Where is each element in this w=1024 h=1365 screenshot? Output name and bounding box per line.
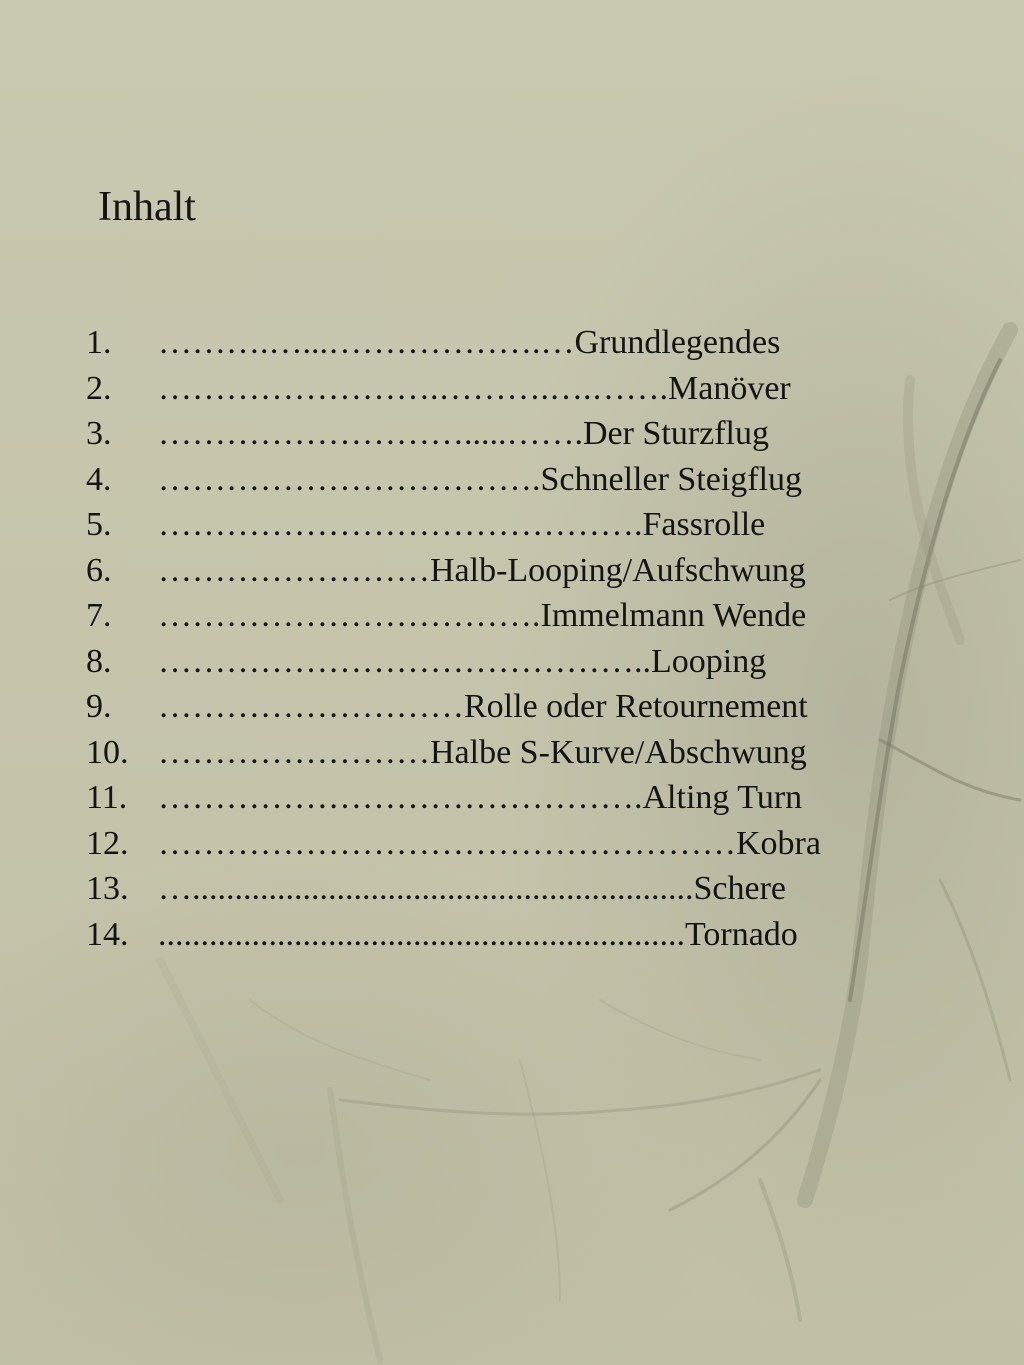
toc-entry xyxy=(86,821,886,867)
toc-entry xyxy=(86,912,886,958)
toc-number: 7. xyxy=(86,597,112,634)
toc-entry xyxy=(86,593,886,639)
table-of-contents xyxy=(86,320,886,957)
toc-number: 3. xyxy=(86,415,112,452)
toc-entry xyxy=(86,639,886,685)
toc-entry xyxy=(86,320,886,366)
toc-entry-text: …………………………….Schneller Steigflug xyxy=(158,460,803,498)
toc-entry xyxy=(86,684,886,730)
toc-number: 5. xyxy=(86,506,112,543)
toc-entry-text: ……………………Halb-Looping/Aufschwung xyxy=(158,551,806,589)
toc-entry xyxy=(86,366,886,412)
toc-number: 2. xyxy=(86,369,112,407)
toc-number: 6. xyxy=(86,551,112,589)
toc-number: 1. xyxy=(86,324,112,361)
toc-number: 9. xyxy=(86,688,112,725)
toc-entry-text: …………………………………….Alting Turn xyxy=(158,779,803,816)
toc-number: 12. xyxy=(86,824,129,862)
toc-number: 13. xyxy=(86,870,129,907)
toc-entry xyxy=(86,866,886,912)
toc-entry-text: ……………………………………………Kobra xyxy=(158,824,821,862)
toc-entry xyxy=(86,730,886,776)
toc-entry-text: …...........................................................Schere xyxy=(158,870,787,907)
toc-number: 14. xyxy=(86,915,129,953)
toc-entry xyxy=(86,548,886,594)
toc-entry-text: ..............................................................Tornado xyxy=(158,915,798,953)
toc-entry-text: ………………………Rolle oder Retournement xyxy=(158,688,808,725)
toc-number: 10. xyxy=(86,733,129,771)
toc-entry-text: ……………………Halbe S-Kurve/Abschwung xyxy=(158,733,807,771)
toc-entry-text: …………………………………….Fassrolle xyxy=(158,506,766,543)
toc-entry xyxy=(86,457,886,503)
toc-entry xyxy=(86,411,886,457)
toc-entry-text: …………………….……….….…….Manöver xyxy=(158,369,791,407)
toc-number: 8. xyxy=(86,642,112,680)
toc-entry xyxy=(86,502,886,548)
toc-entry-text: …………………………….Immelmann Wende xyxy=(158,597,807,634)
page-title: Inhalt xyxy=(98,184,196,230)
toc-entry xyxy=(86,775,886,821)
toc-entry-text: ……………………………………..Looping xyxy=(158,642,767,680)
toc-entry-text: ……………………….....…….Der Sturzflug xyxy=(158,415,770,452)
toc-number: 4. xyxy=(86,460,112,498)
toc-entry-text: ……….…...……………….…Grundlegendes xyxy=(158,324,781,361)
toc-number: 11. xyxy=(86,779,128,816)
